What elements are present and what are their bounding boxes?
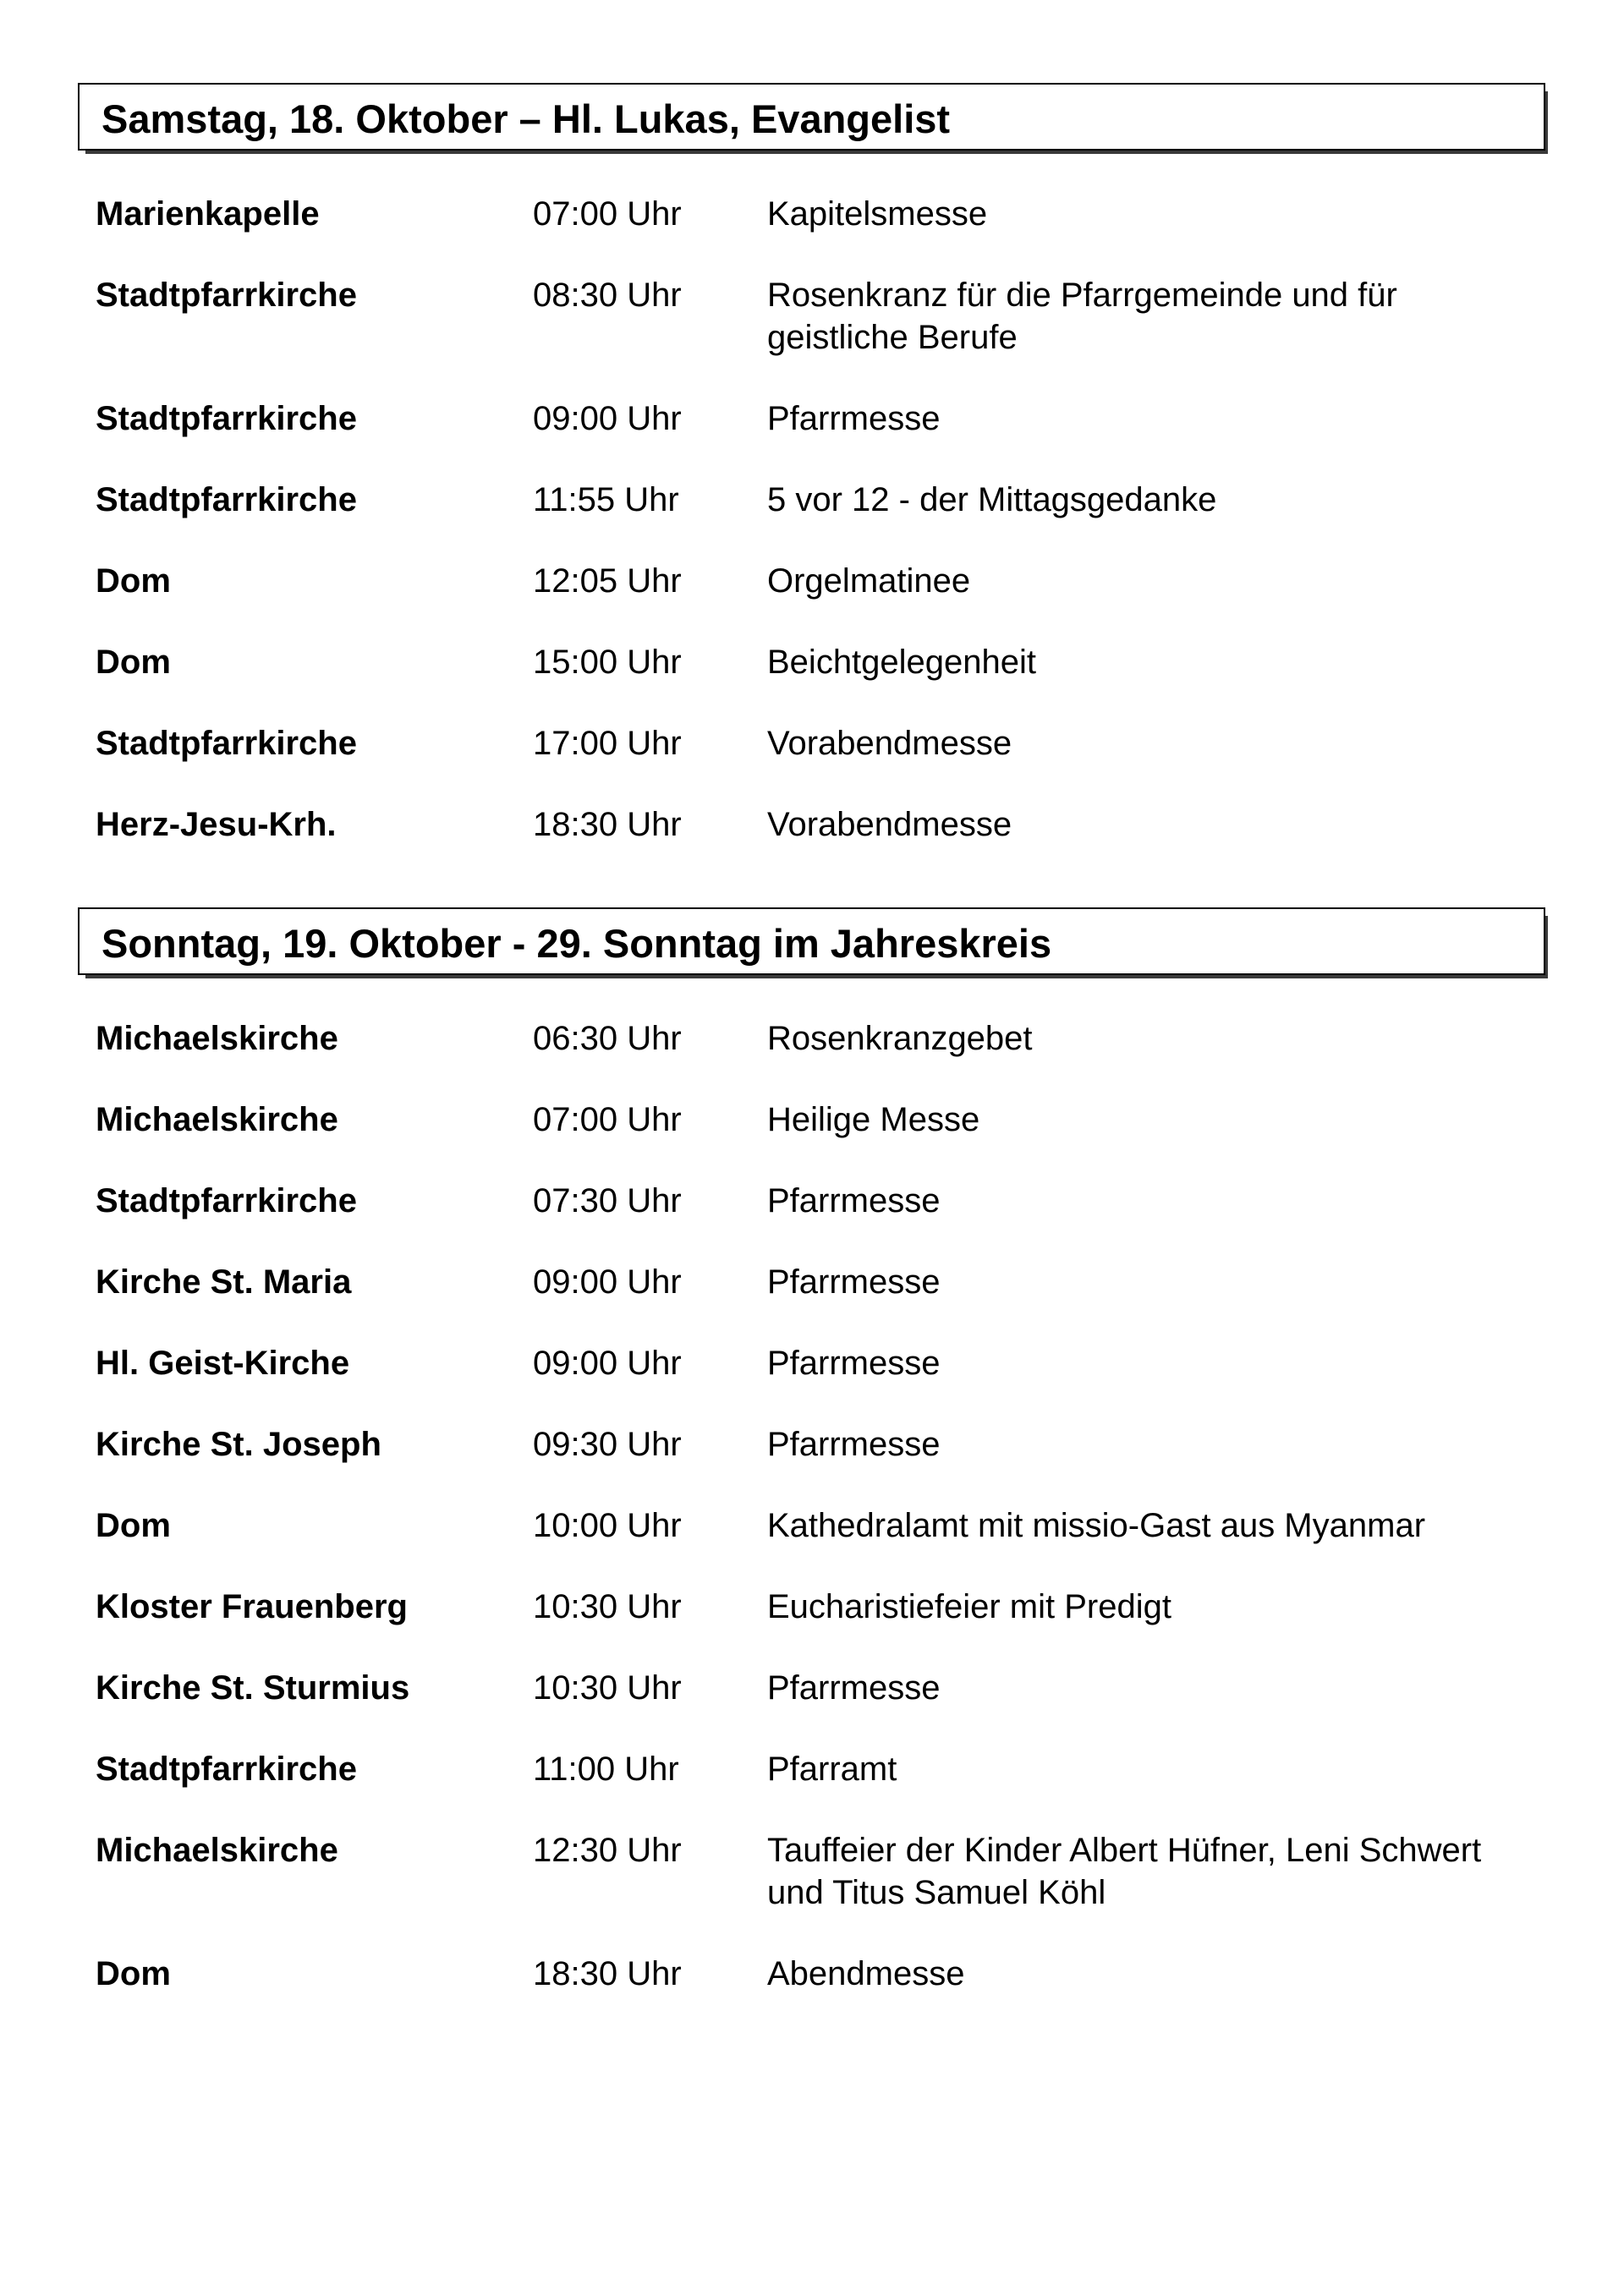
- service-time: 11:55 Uhr: [533, 481, 679, 518]
- service-description: 5 vor 12 - der Mittagsgedanke: [767, 481, 1217, 518]
- service-description: Pfarrmesse: [767, 400, 941, 437]
- service-time: 17:00 Uhr: [533, 725, 682, 762]
- service-time: 08:30 Uhr: [533, 277, 682, 314]
- service-location: Michaelskirche: [96, 1020, 338, 1057]
- service-description: Orgelmatinee: [767, 562, 971, 600]
- service-location: Stadtpfarrkirche: [96, 725, 357, 762]
- service-time: 10:00 Uhr: [533, 1507, 682, 1544]
- service-location: Herz-Jesu-Krh.: [96, 806, 337, 843]
- day-title: Sonntag, 19. Oktober - 29. Sonntag im Jahreskreis: [102, 920, 1052, 966]
- service-rows: [78, 193, 1545, 885]
- service-row: [78, 641, 1545, 683]
- service-time: 07:00 Uhr: [533, 195, 682, 233]
- service-row: [78, 722, 1545, 764]
- service-row: [78, 479, 1545, 521]
- service-description: Pfarramt: [767, 1751, 897, 1788]
- service-time: 09:00 Uhr: [533, 1345, 682, 1382]
- service-location: Stadtpfarrkirche: [96, 1182, 357, 1219]
- service-row: [78, 1586, 1545, 1628]
- service-location: Michaelskirche: [96, 1101, 338, 1138]
- service-row: [78, 397, 1545, 440]
- service-location: Dom: [96, 644, 171, 681]
- service-location: Stadtpfarrkirche: [96, 277, 357, 314]
- day-title: Samstag, 18. Oktober – Hl. Lukas, Evangelist: [102, 96, 951, 141]
- service-location: Dom: [96, 562, 171, 600]
- service-time: 09:00 Uhr: [533, 400, 682, 437]
- service-location: Kirche St. Maria: [96, 1263, 352, 1301]
- service-time: 12:05 Uhr: [533, 562, 682, 600]
- service-time: 11:00 Uhr: [533, 1751, 679, 1788]
- service-row: [78, 1829, 1545, 1914]
- service-location: Stadtpfarrkirche: [96, 400, 357, 437]
- service-description: Vorabendmesse: [767, 806, 1012, 843]
- service-description: Kathedralamt mit missio-Gast aus Myanmar: [767, 1507, 1426, 1544]
- day-header-box: [78, 907, 1545, 975]
- service-description: Rosenkranz für die Pfarrgemeinde und für geistliche Berufe: [767, 277, 1397, 356]
- service-time: 18:30 Uhr: [533, 1955, 682, 1992]
- service-row: [78, 274, 1545, 359]
- day-section: [78, 907, 1545, 2034]
- service-description: Beichtgelegenheit: [767, 644, 1037, 681]
- service-row: [78, 1667, 1545, 1709]
- service-time: 06:30 Uhr: [533, 1020, 682, 1057]
- service-location: Dom: [96, 1955, 171, 1992]
- service-description: Pfarrmesse: [767, 1182, 941, 1219]
- service-time: 10:30 Uhr: [533, 1669, 682, 1707]
- service-description: Eucharistiefeier mit Predigt: [767, 1588, 1171, 1625]
- service-description: Pfarrmesse: [767, 1426, 941, 1463]
- service-row: [78, 1099, 1545, 1141]
- service-location: Marienkapelle: [96, 195, 320, 233]
- service-row: [78, 1748, 1545, 1790]
- service-row: [78, 1953, 1545, 1995]
- service-row: [78, 193, 1545, 235]
- service-location: Hl. Geist-Kirche: [96, 1345, 350, 1382]
- service-location: Kirche St. Joseph: [96, 1426, 381, 1463]
- day-section: [78, 83, 1545, 885]
- service-location: Dom: [96, 1507, 171, 1544]
- service-row: [78, 560, 1545, 602]
- service-time: 15:00 Uhr: [533, 644, 682, 681]
- day-header-box: [78, 83, 1545, 151]
- service-description: Pfarrmesse: [767, 1669, 941, 1707]
- service-location: Kloster Frauenberg: [96, 1588, 408, 1625]
- service-description: Tauffeier der Kinder Albert Hüfner, Leni Schwert und Titus Samuel Köhl: [767, 1832, 1482, 1911]
- service-row: [78, 1017, 1545, 1060]
- service-row: [78, 1423, 1545, 1466]
- service-description: Abendmesse: [767, 1955, 965, 1992]
- service-time: 18:30 Uhr: [533, 806, 682, 843]
- service-time: 07:30 Uhr: [533, 1182, 682, 1219]
- service-time: 12:30 Uhr: [533, 1832, 682, 1869]
- service-row: [78, 1504, 1545, 1547]
- service-location: Kirche St. Sturmius: [96, 1669, 410, 1707]
- service-time: 09:30 Uhr: [533, 1426, 682, 1463]
- service-description: Rosenkranzgebet: [767, 1020, 1033, 1057]
- service-description: Pfarrmesse: [767, 1345, 941, 1382]
- service-time: 07:00 Uhr: [533, 1101, 682, 1138]
- service-location: Stadtpfarrkirche: [96, 1751, 357, 1788]
- service-row: [78, 1342, 1545, 1384]
- service-description: Pfarrmesse: [767, 1263, 941, 1301]
- service-description: Kapitelsmesse: [767, 195, 988, 233]
- service-time: 09:00 Uhr: [533, 1263, 682, 1301]
- service-description: Heilige Messe: [767, 1101, 980, 1138]
- service-time: 10:30 Uhr: [533, 1588, 682, 1625]
- service-rows: [78, 1017, 1545, 2034]
- service-row: [78, 1180, 1545, 1222]
- schedule-sections: [78, 83, 1545, 2034]
- service-location: Michaelskirche: [96, 1832, 338, 1869]
- service-description: Vorabendmesse: [767, 725, 1012, 762]
- service-row: [78, 1261, 1545, 1303]
- service-location: Stadtpfarrkirche: [96, 481, 357, 518]
- service-row: [78, 803, 1545, 846]
